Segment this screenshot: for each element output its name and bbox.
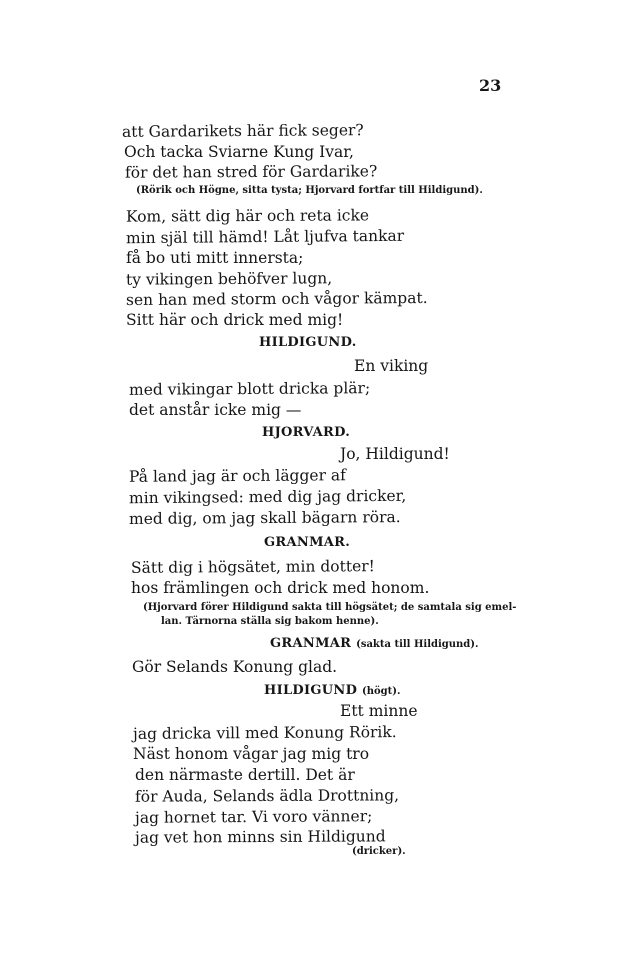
verse-line: jag dricka vill med Konung Rörik. — [132, 723, 397, 743]
verse-line: Sitt här och drick med mig! — [126, 311, 344, 329]
verse-line: med vikingar blott dricka plär; — [128, 379, 371, 399]
speaker-name — [264, 535, 350, 551]
stage-direction: (dricker). — [352, 846, 406, 857]
verse-line: Näst honom vågar jag mig tro — [133, 745, 370, 763]
verse-line: Jo, Hildigund! — [340, 445, 450, 463]
verse-line: Kom, sätt dig här och reta icke — [125, 206, 370, 226]
speaker-label: GRANMAR — [270, 636, 352, 651]
speaker-label: HILDIGUND. — [259, 335, 357, 350]
speaker-label: HJORVARD. — [262, 425, 351, 440]
stage-direction: (Rörik och Högne, sitta tysta; Hjorvard fortfar till Hildigund). — [136, 185, 483, 196]
verse-line: ty vikingen behöfver lugn, — [125, 269, 333, 289]
verse-line: hos främlingen och drick med honom. — [131, 579, 430, 597]
verse-line: jag hornet tar. Vi voro vänner; — [134, 807, 373, 827]
verse-line: Sätt dig i högsätet, min dotter! — [130, 557, 375, 577]
verse-line: jag vet hon minns sin Hildigund — [134, 827, 386, 847]
verse-line: det anstår icke mig — — [129, 401, 302, 419]
speaker-name — [262, 425, 350, 441]
speaker-name — [264, 683, 400, 700]
verse-line: få bo uti mitt innersta; — [126, 249, 304, 267]
verse-line: med dig, om jag skall bägarn röra. — [128, 508, 401, 528]
verse-line: sen han med storm och vågor kämpat. — [125, 288, 428, 310]
page-number: 23 — [479, 76, 502, 95]
verse-line: På land jag är och lägger af — [128, 466, 346, 486]
speaker-name — [259, 335, 357, 351]
verse-line: för det han stred för Gardarike? — [124, 162, 378, 182]
verse-line: den närmaste dertill. Det är — [135, 766, 355, 784]
verse-line: En viking — [354, 357, 429, 375]
speaker-direction: (högt). — [361, 686, 401, 697]
verse-line: att Gardarikets här fick seger? — [121, 121, 364, 141]
verse-line: min vikingsed: med dig jag dricker, — [128, 486, 407, 508]
speaker-label: HILDIGUND — [264, 683, 358, 698]
speaker-label: GRANMAR. — [264, 535, 351, 550]
verse-line: Gör Selands Konung glad. — [132, 658, 338, 676]
verse-line: Och tacka Sviarne Kung Ivar, — [124, 143, 354, 161]
stage-direction: lan. Tärnorna ställa sig bakom henne). — [161, 616, 379, 627]
speaker-direction: (sakta till Hildigund). — [356, 639, 479, 650]
speaker-name — [270, 636, 479, 653]
verse-line: Ett minne — [340, 702, 418, 720]
stage-direction: (Hjorvard förer Hildigund sakta till högsätet; de samtala sig emel- — [143, 602, 517, 613]
verse-line: min själ till hämd! Låt ljufva tankar — [125, 226, 405, 248]
verse-line: för Auda, Selands ädla Drottning, — [134, 786, 400, 806]
